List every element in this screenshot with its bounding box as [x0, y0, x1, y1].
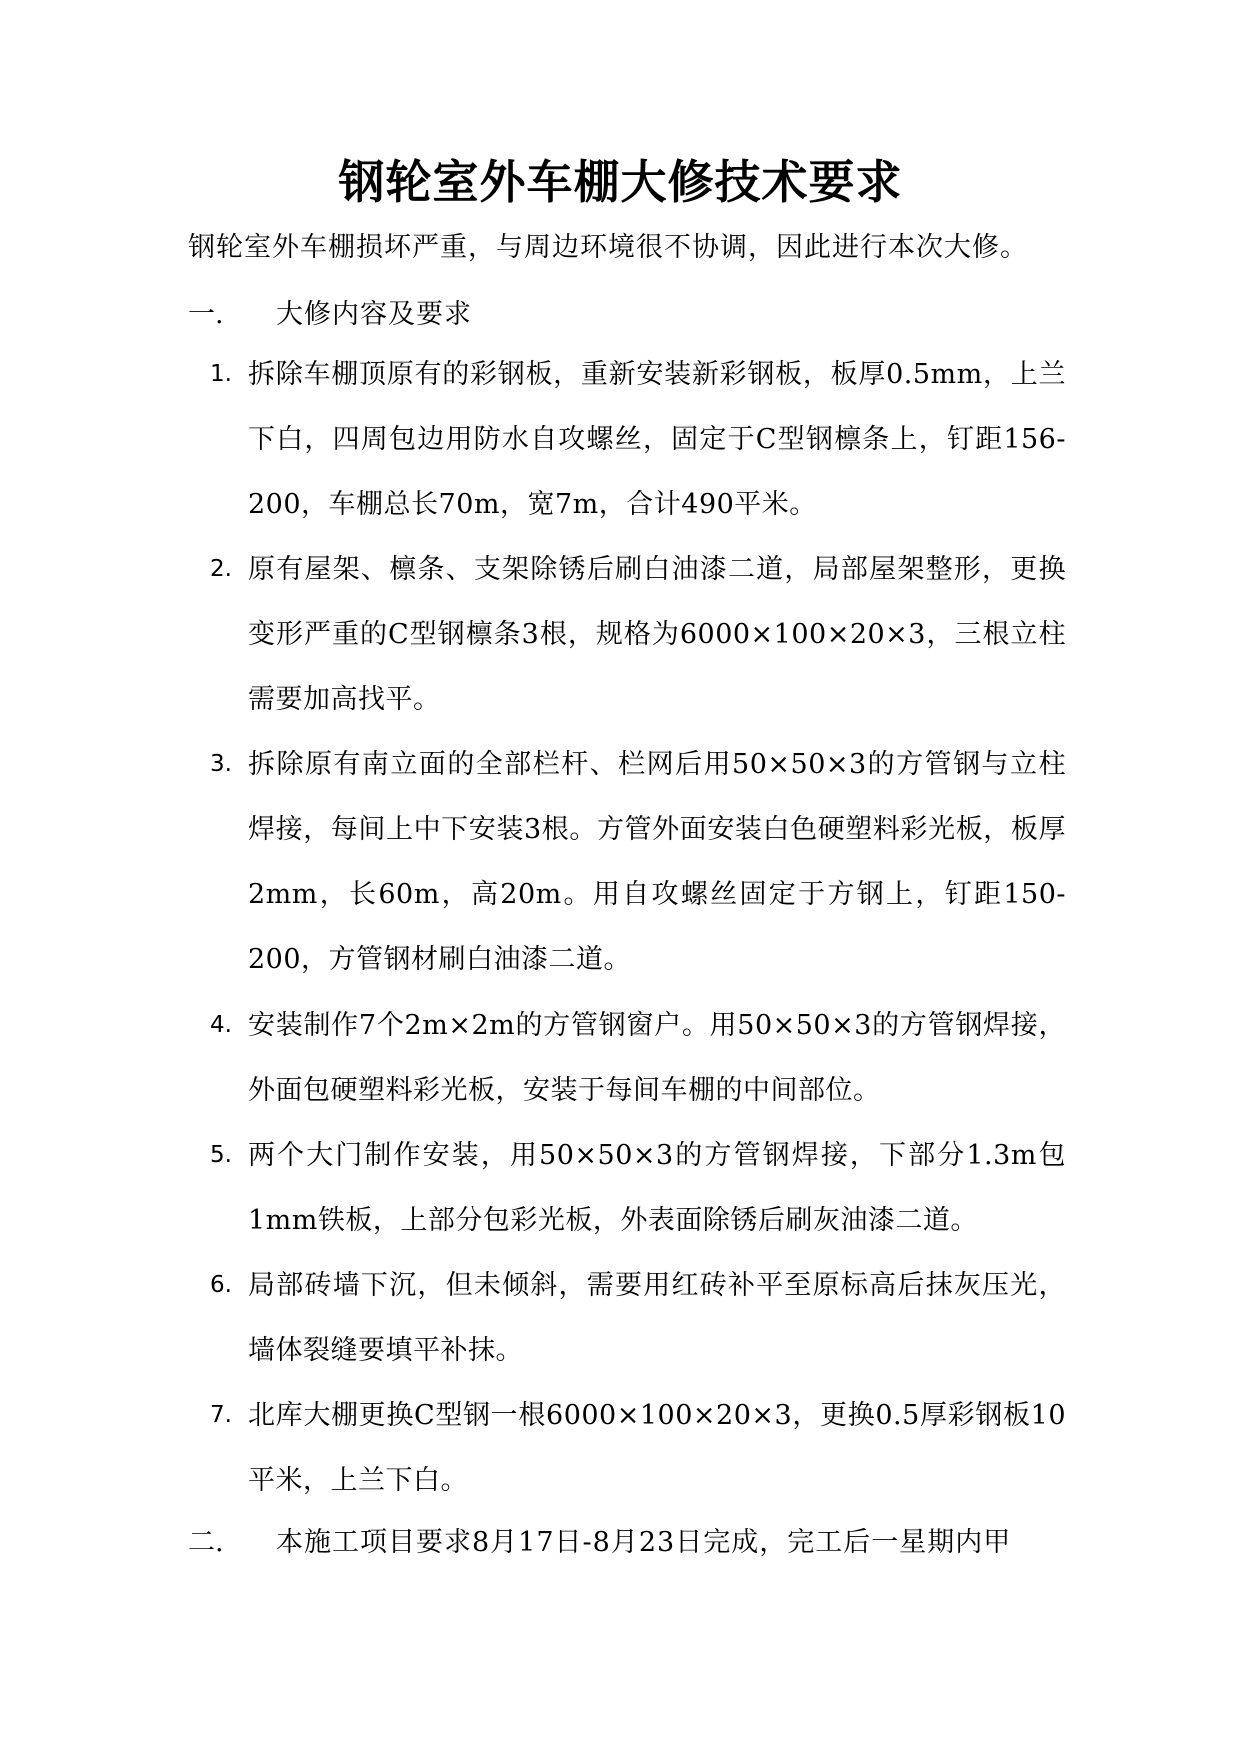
list-item-text: 原有屋架、檩条、支架除锈后刷白油漆二道，局部屋架整形，更换变形严重的C型钢檩条3根，规格为6000×100×20×3，三根立柱需要加高找平。 [248, 554, 1066, 715]
section-text: 大修内容及要求 [276, 299, 472, 330]
intro-paragraph: 钢轮室外车棚损坏严重，与周边环境很不协调，因此进行本次大修。 [188, 232, 1028, 263]
list-item-number: 4. [210, 1012, 232, 1038]
list-item-number: 7. [210, 1402, 232, 1428]
list-item-text: 拆除原有南立面的全部栏杆、栏网后用50×50×3的方管钢与立柱焊接，每间上中下安装3根。方管外面安装白色硬塑料彩光板，板厚2mm，长60m，高20m。用自攻螺丝固定于方钢上，钉距150-200，方管钢材刷白油漆二道。 [248, 749, 1066, 975]
section-heading-1 [188, 295, 1068, 335]
list-item-text: 拆除车棚顶原有的彩钢板，重新安装新彩钢板，板厚0.5mm，上兰下白，四周包边用防水自攻螺丝，固定于C型钢檩条上，钉距156-200，车棚总长70m，宽7m，合计490平米。 [248, 359, 1066, 520]
list-item-number: 1. [210, 361, 232, 387]
list-item-number: 2. [210, 556, 232, 582]
list-item-text: 安装制作7个2m×2m的方管钢窗户。用50×50×3的方管钢焊接，外面包硬塑料彩光板，安装于每间车棚的中间部位。 [248, 1010, 1066, 1106]
list-item-number: 5. [210, 1142, 232, 1168]
section-number: 一. [188, 299, 224, 330]
list-item-number: 6. [210, 1272, 232, 1298]
list-item-text: 两个大门制作安装，用50×50×3的方管钢焊接，下部分1.3m包1mm铁板，上部分包彩光板，外表面除锈后刷灰油漆二道。 [248, 1140, 1066, 1236]
section-number: 二. [188, 1527, 224, 1558]
list-item-number: 3. [210, 751, 232, 777]
list-item-text: 北库大棚更换C型钢一根6000×100×20×3，更换0.5厚彩钢板10平米，上兰下白。 [248, 1400, 1066, 1496]
document-title: 钢轮室外车棚大修技术要求 [338, 155, 903, 209]
section-text: 本施工项目要求8月17日-8月23日完成，完工后一星期内甲 [276, 1527, 1012, 1558]
section-heading-2 [188, 1523, 1068, 1563]
list-item-text: 局部砖墙下沉，但未倾斜，需要用红砖补平至原标高后抹灰压光，墙体裂缝要填平补抹。 [248, 1270, 1066, 1366]
